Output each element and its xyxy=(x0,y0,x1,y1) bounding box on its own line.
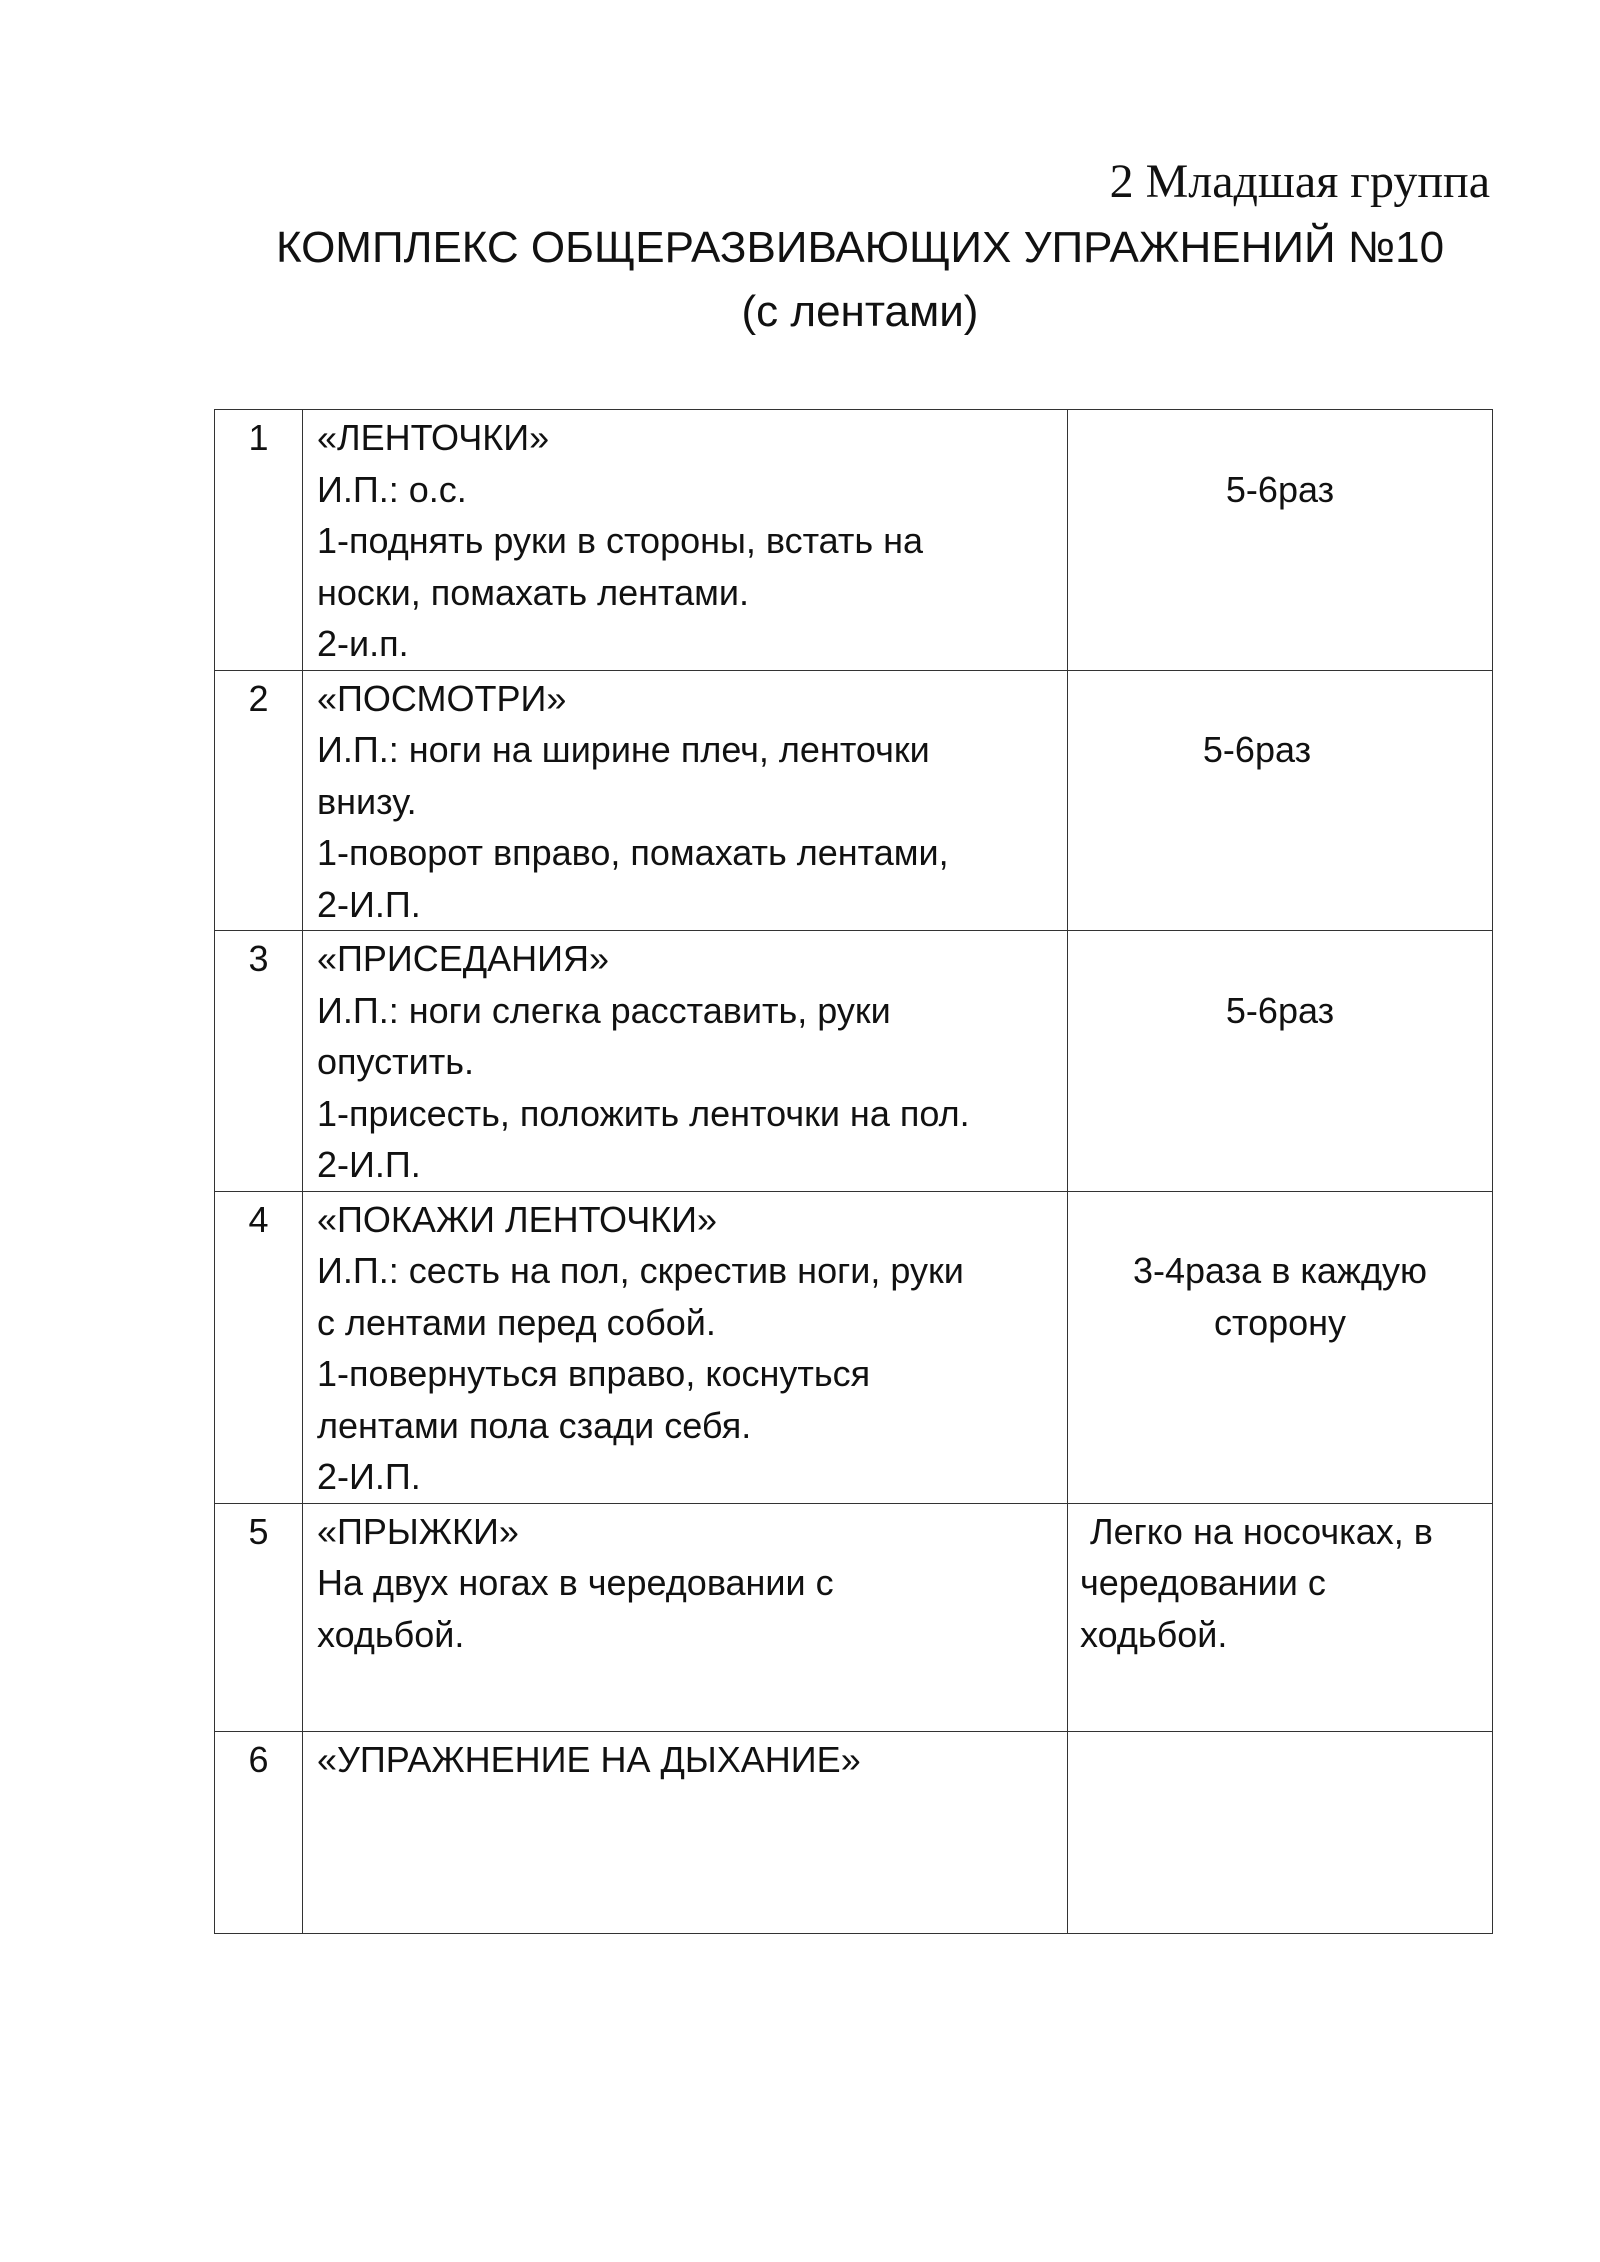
exercise-dosage xyxy=(1068,410,1493,671)
exercise-name: «ЛЕНТОЧКИ» xyxy=(317,417,550,458)
exercise-description xyxy=(303,931,1068,1192)
table-row xyxy=(215,1503,1493,1731)
group-label: 2 Младшая группа xyxy=(1109,155,1490,208)
description-line: И.П.: ноги слегка расставить, руки xyxy=(317,989,891,1031)
description-line: 2-И.П. xyxy=(317,883,421,925)
exercise-name: «ПОСМОТРИ» xyxy=(317,677,567,719)
description-line: 2-И.П. xyxy=(317,1456,421,1497)
exercise-dosage xyxy=(1068,931,1493,1192)
exercise-table xyxy=(214,409,1493,1934)
description-line: 1-присесть, положить ленточки на пол. xyxy=(317,1092,970,1134)
exercise-description xyxy=(303,670,1068,931)
table-row xyxy=(215,931,1493,1192)
exercise-dosage xyxy=(1068,1191,1493,1503)
description-line: лентами пола сзади себя. xyxy=(317,1404,752,1446)
dosage-line: 3-4раза в каждую xyxy=(1133,1250,1427,1291)
description-line: И.П.: сесть на пол, скрестив ноги, руки xyxy=(317,1250,964,1291)
dosage-line: сторону xyxy=(1213,1301,1347,1343)
exercise-description xyxy=(303,410,1068,671)
table-row xyxy=(215,670,1493,931)
table-row xyxy=(215,1731,1493,1933)
description-line: опустить. xyxy=(317,1041,474,1082)
exercise-number: 2 xyxy=(215,670,303,931)
exercise-name: «ПРЫЖКИ» xyxy=(317,1510,519,1552)
exercise-dosage xyxy=(1068,1731,1493,1933)
exercise-name: «ПОКАЖИ ЛЕНТОЧКИ» xyxy=(317,1198,718,1240)
description-line: 1-повернуться вправо, коснуться xyxy=(317,1353,871,1394)
dosage-line: ходьбой. xyxy=(1080,1613,1228,1655)
document-title: КОМПЛЕКС ОБЩЕРАЗВИВАЮЩИХ УПРАЖНЕНИЙ №10 xyxy=(275,223,1445,272)
exercise-number: 6 xyxy=(215,1731,303,1933)
dosage-line: 5-6раз xyxy=(1202,729,1312,770)
exercise-number: 1 xyxy=(215,410,303,671)
description-line: 2-и.п. xyxy=(317,623,409,664)
description-line: 1-поднять руки в стороны, встать на xyxy=(317,520,924,561)
description-line: 2-И.П. xyxy=(317,1144,421,1185)
description-line: 1-поворот вправо, помахать лентами, xyxy=(317,832,949,873)
dosage-line: 5-6раз xyxy=(1225,468,1335,510)
exercise-dosage xyxy=(1068,670,1493,931)
description-line: И.П.: ноги на ширине плеч, ленточки xyxy=(317,729,930,770)
exercise-description xyxy=(303,1731,1068,1933)
exercise-number: 4 xyxy=(215,1191,303,1503)
table-row xyxy=(215,1191,1493,1503)
description-line: внизу. xyxy=(317,780,417,822)
document-subtitle: (с лентами) xyxy=(741,287,979,336)
exercise-number: 5 xyxy=(215,1503,303,1731)
description-line: На двух ногах в чередовании с xyxy=(317,1562,834,1603)
exercise-name: «УПРАЖНЕНИЕ НА ДЫХАНИЕ» xyxy=(317,1738,861,1780)
exercise-number: 3 xyxy=(215,931,303,1192)
dosage-line: чередовании с xyxy=(1080,1562,1326,1603)
exercise-name: «ПРИСЕДАНИЯ» xyxy=(317,938,610,979)
exercise-dosage xyxy=(1068,1503,1493,1731)
description-line: носки, помахать лентами. xyxy=(317,571,749,613)
exercise-description xyxy=(303,1503,1068,1731)
exercise-description xyxy=(303,1191,1068,1503)
description-line: И.П.: о.с. xyxy=(317,468,467,510)
dosage-line: Легко на носочках, в xyxy=(1080,1510,1433,1552)
description-line: ходьбой. xyxy=(317,1613,465,1655)
dosage-line: 5-6раз xyxy=(1225,989,1335,1031)
table-row xyxy=(215,410,1493,671)
description-line: с лентами перед собой. xyxy=(317,1301,716,1343)
